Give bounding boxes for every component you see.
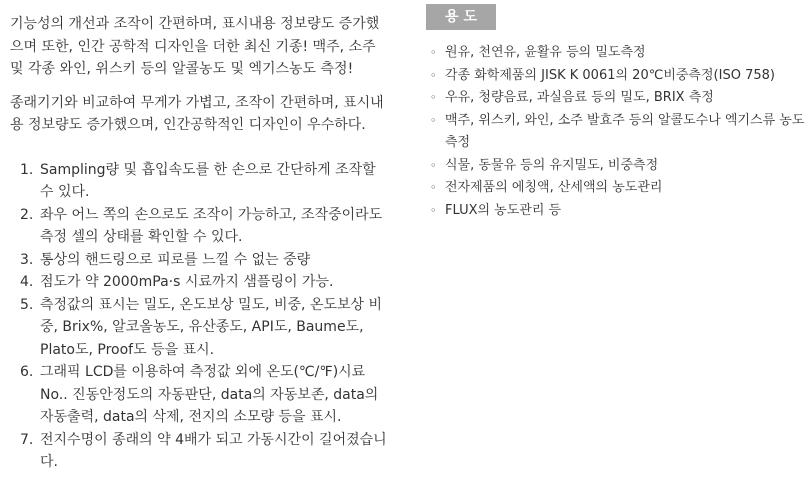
usage-text: 전자제품의 에칭액, 산세액의 농도관리 [445,180,663,195]
usage-text: 맥주, 위스키, 와인, 소주 발효주 등의 알콜도수나 엑기스류 농도측정 [445,112,805,150]
usage-item [426,200,812,223]
intro-paragraph-1: 기능성의 개선과 조작이 간편하며, 표시내용 정보량도 증가했으며 또한, 인간 공학적 디자인을 더한 최신 기종! 맥주, 소주 및 각종 와인, 위스키 등의 알콜농도 및 엑기스농도 측정! [10,16,380,77]
feature-number: 6. [20,364,34,380]
usage-column [426,4,812,222]
usage-item [426,110,812,155]
feature-item [10,204,392,249]
intro-paragraph-2: 종래기기와 비교하여 무게가 가볍고, 조작이 간편하며, 표시내용 정보량도 증가했으며, 인간공학적인 디자인이 우수하다. [10,94,384,133]
bullet-icon: ◦ [430,203,437,217]
usage-text: 각종 화학제품의 JISK K 0061의 20℃비중측정(ISO 758) [445,67,775,83]
feature-item [10,429,392,474]
usage-item [426,177,812,200]
feature-number: 5. [20,296,34,313]
bullet-icon: ◦ [430,158,437,172]
feature-text: 그래픽 LCD를 이용하여 측정값 외에 온도(℃/℉)시료 No.. 진동안정도의 자동판단, data의 자동보존, data의 자동출력, data의 삭제, 전지의 소모량 등을 표시. [40,364,379,425]
feature-number: 2. [20,206,34,223]
usage-title-badge: 용도 [426,4,496,30]
usage-list [426,42,812,222]
feature-text: 측정값의 표시는 밀도, 온도보상 밀도, 비중, 온도보상 비중, Brix%, 알코올농도, 유산종도, API도, Baume도, Plato도, Proof도 등을 표시. [40,296,383,358]
bullet-icon: ◦ [430,113,437,127]
feature-item [10,361,392,429]
feature-text: 좌우 어느 쪽의 손으로도 조작이 가능하고, 조작중이라도 측정 셀의 상태를 확인할 수 있다. [40,206,383,245]
feature-text: Sampling량 및 흡입속도를 한 손으로 간단하게 조작할 수 있다. [40,161,376,200]
bullet-icon: ◦ [430,68,437,82]
bullet-icon: ◦ [430,46,437,59]
description-column [10,13,392,474]
usage-text: FLUX의 농도관리 등 [445,202,562,218]
feature-text: 통상의 핸드링으로 피로를 느낄 수 없는 중량 [40,251,311,268]
feature-item [10,249,392,272]
feature-text: 전지수명이 종래의 약 4배가 되고 가동시간이 길어졌습니다. [40,431,387,470]
usage-text: 원유, 천연유, 윤활유 등의 밀도측정 [445,45,646,60]
feature-text: 점도가 약 2000mPa·s 시료까지 샘플링이 가능. [40,274,334,290]
bullet-icon: ◦ [430,91,437,104]
feature-number: 4. [20,274,34,290]
feature-number: 7. [20,431,34,448]
usage-item [426,155,812,178]
usage-text: 우유, 청량음료, 과실음료 등의 밀도, BRIX 측정 [445,90,714,105]
feature-item [10,159,392,204]
usage-text: 식물, 동물유 등의 유지밀도, 비중측정 [445,157,659,173]
usage-item [426,65,812,88]
bullet-icon: ◦ [430,181,437,194]
feature-number: 1. [20,161,34,178]
usage-item [426,87,812,110]
feature-item [10,271,392,294]
feature-number: 3. [20,251,34,268]
usage-item [426,42,812,65]
feature-item [10,294,392,362]
feature-list [10,159,392,474]
